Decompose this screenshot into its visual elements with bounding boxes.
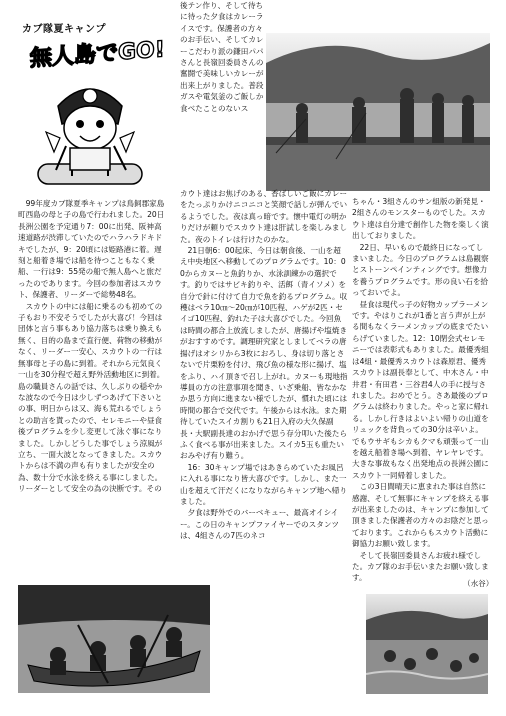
swim-photo	[366, 594, 488, 694]
scout-mascot-icon	[36, 66, 144, 188]
canoe-photo	[18, 585, 210, 693]
article-column-1: 99年度カブ隊夏季キャンプは鳥飼郡家島町西島の母と子の島で行われました。20日長洲公園を予定通り7：00に出発、阪神高速道路が渋滞していたのでハラハラドキドキでしたが、9：20頃には姫路港に着。遅刻と船着き場では船を待つこともなく乗船、一行は9：55発の船で無人島へと旅だったのであります。今回の参加者はスカウト、保護者、リーダーで総勢48名。 スカウトの中には船に乗るのも初めての子もおり不安そうでしたが大喜び！今回は団体と言う事もあり協力落ちは乗り換えも無く、目的の島まで直行便、荷物の移動がなく、リーダー一安心、スカウトの一行は無事母と子の島に到着。それから元気良く一山を30分程で超え野外活動地区に到着。島の職員さんの話では、久しぶりの穏やかな波なので今日は少しずつあげて下さいとの事、明日からは又、海も荒れるでしょうとの助言を貰ったので、セレモニーや昼食後プログラムを少し変更して泳ぐ事になりました。しかしどうした事でしょう涼風が立ち、一面大波となってきました。スカウトからは不満の声も有りましたが安全の為、数十分で水泳を終える事にしました。リーダーとして安全の為の決断です。その	[18, 199, 165, 494]
main-title: 無人島でGO!	[30, 37, 165, 72]
article-column-2: カウト達はお焦げのある、香ばしいご飯にカレーをたっぷりかけニコニコと笑顔で話しが弾んでいるようでした。夜は真っ暗です。懐中電灯の明かりだけが頼りでスカウト達は肝試しを楽しみました。夜のトイレは行けたのかな。 21日朝6：00起床、今日は朝食後、一山を超え中央地区へ移動してのプログラムです。10：00からカヌーと魚釣りか、水泳訓練かの選択です。釣りではサビキ釣りや、活餌（青イソメ）を自分で針に付けて自力で魚を釣るプログラム。収穫はベラ10㎝～20㎝が10匹程、ハゲが2匹・セイゴ10匹程、釣れた子は大喜びでした。今回魚は時間の都合上放流しましたが、唐揚げや塩焼きがおすすめです。調理研究家としましてベラの唐揚げはオシリから3枚におろし、身は切り落とさないで片栗粉を付け、飛び魚の様な形に揚げ、塩をふり、ハイ頂きで召し上がれ。カヌーも現地指導員の方の注意事項を聞き、いざ乗船、皆なかなか思う方向に進まない様でしたが、慣れた頃には時間の都合で交代です。午後からは水泳。また期待していたスイカ割りも21日入府の大久保副長・大駅副長達のおかげで思う存分叩いた後たらふく食べる事が出来ました。スイカ5玉も重たいおみやげ有り難う。 16：30キャンプ場ではあきらめていたお風呂に入れる事になり皆大喜びです。しかし、また一山を超えて汗だくになりながらキャンプ地へ帰りました。 夕食は野外でのバーベキュー、最高オイシイー。この日のキャンプファイヤーでのスタンツは、4組さんの7匹のネコ	[180, 189, 348, 541]
article-column-3: ちゃん・3組さんのサン組版の新発見・2組さんのモンスターものでした。スカウト達は自分達で創作した物を楽しく演出しておりました。 22日、早いもので最終日になってしまいました。今日のプログラムは島観察とストーンペインティングです。想像力を養うプログラムです。形の良い石を拾っておいでよ。 昼食は現代っ子の好物カップラーメンです。やはりこれが1番と言う声が上がる間もなくラーメンカップの底までたいらげていました。12：10閉会式セレモニーでは表彰式もありました。最優秀組は4組・最優秀スカウトは森原君、優秀スカウトは副長奉として、中木さん・中井君・有田君・三谷君4人の手に授与されました。おめでとう。さあ最後のプログラムは終わりました。やっと家に帰れる。しかし行きはよいよい帰りの山道をリュックを背負っての30分は辛いよ。でもウサギもシカもクマも頑張って一山を越え船着き場へ到着、ヤレヤレです。大きな事故もなく出発地点の長洲公園にスカウト一同帰着しました。 この3日間晴天に恵まれた事は自然に感謝、そして無事にキャンプを終える事が出来ましたのは、キャンプに参加して頂きました保護者の方々のお陰だと思っております。これからもスカウト活動に御協力お願い致します。 そして長嶺回委員さんお疲れ様でした。カブ隊のお手伝いまたお願い致します。	[352, 197, 489, 583]
series-title: カブ隊夏キャンプ	[22, 24, 106, 35]
fishing-photo	[266, 33, 490, 191]
article-column-2-top: 後テン作り、そして待ちに待った夕食はカレーライスです。保護者の方々のお手伝い、そしてカレーこだわり派の鎌田パパさんと長嶺回委員さんの奮闘で美味しいカレーが出来上がりました。普段ガスや電気釜のご飯しか食べたことのないス	[180, 1, 264, 113]
author-signature: （水谷）	[463, 579, 494, 588]
